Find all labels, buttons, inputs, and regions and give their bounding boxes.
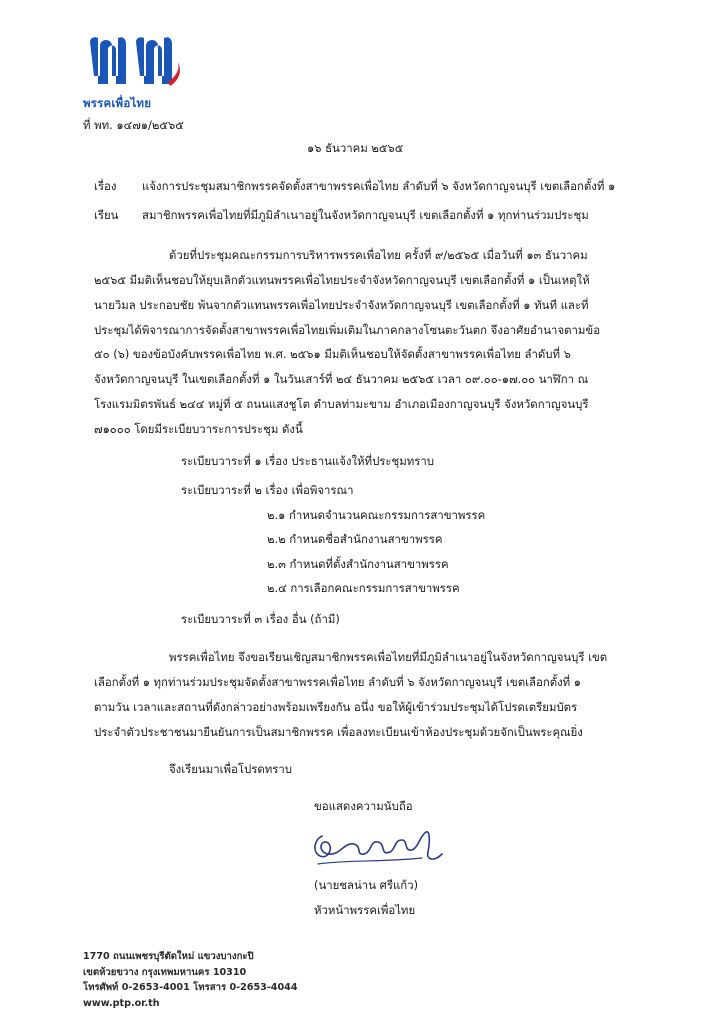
party-logo (86, 36, 182, 96)
agenda-subitem: ๒.๑ กำหนดจำนวนคณะกรรมการสาขาพรรค (267, 508, 486, 522)
agenda-item-2: ระเบียบวาระที่ ๒ เรื่อง เพื่อพิจารณา (181, 483, 354, 497)
paragraph-line: ประชุมได้พิจารณาการจัดตั้งสาขาพรรคเพื่อไทยเพิ่มเติมในภาคกลางโซนตะวันตก จึงอาศัยอำนาจตามข้อ (94, 323, 601, 337)
logo-caption: พรรคเพื่อไทย (83, 96, 152, 110)
footer-address-line: 1770 ถนนเพชรบุรีตัดใหม่ แขวงบางกะปิ (83, 951, 254, 962)
paragraph-line: โรงแรมมิตรพันธ์ ๒๔๔ หมู่ที่ ๕ ถนนแสงชูโต ตำบลท่ามะขาม อำเภอเมืองกาญจนบุรี จังหวัดกาญจนบุรี (94, 397, 589, 411)
paragraph-line: จังหวัดกาญจนบุรี ในเขตเลือกตั้งที่ ๑ ในวันเสาร์ที่ ๒๔ ธันวาคม ๒๕๖๕ เวลา ๐๙.๐๐-๑๗.๐๐ นาฬิกา ณ (94, 372, 589, 386)
document-date: ๑๖ ธันวาคม ๒๕๖๕ (307, 141, 404, 155)
paragraph-line: ด้วยที่ประชุมคณะกรรมการบริหารพรรคเพื่อไทย ครั้งที่ ๙/๒๕๖๕ เมื่อวันที่ ๑๓ ธันวาคม (169, 248, 588, 262)
subject-label: เรื่อง (94, 179, 117, 193)
agenda-item-1: ระเบียบวาระที่ ๑ เรื่อง ประธานแจ้งให้ที่ประชุมทราบ (181, 454, 435, 468)
footer-phone-line: โทรศัพท์ 0-2653-4001 โทรสาร 0-2653-4044 (83, 982, 298, 993)
paragraph-line: ๕๐ (๖) ของข้อบังคับพรรคเพื่อไทย พ.ศ. ๒๕๖๑ มีมติเห็นชอบให้จัดตั้งสาขาพรรคเพื่อไทย ลำดับที่ ๖ (94, 347, 571, 361)
paragraph-line: พรรคเพื่อไทย จึงขอเรียนเชิญสมาชิกพรรคเพื่อไทยที่มีภูมิลำเนาอยู่ในจังหวัดกาญจนบุรี เขต (169, 650, 608, 664)
subject-text: แจ้งการประชุมสมาชิกพรรคจัดตั้งสาขาพรรคเพื่อไทย ลำดับที่ ๖ จังหวัดกาญจนบุรี เขตเลือกตั้งที่ ๑ (142, 179, 616, 193)
footer-address (83, 949, 298, 1011)
addressee-label: เรียน (94, 208, 119, 222)
footer-website: www.ptp.or.th (83, 997, 160, 1009)
agenda-subitem: ๒.๔ การเลือกคณะกรรมการสาขาพรรค (267, 581, 460, 595)
signer-title: หัวหน้าพรรคเพื่อไทย (314, 903, 416, 917)
agenda-subitem: ๒.๒ กำหนดชื่อสำนักงานสาขาพรรค (267, 532, 443, 546)
paragraph-line: ๒๕๖๕ มีมติเห็นชอบให้ยุบเลิกตัวแทนพรรคเพื่อไทยประจำจังหวัดกาญจนบุรี เขตเลือกตั้งที่ ๑ เป็นเหตุให้ (94, 273, 590, 287)
agenda-subitem: ๒.๓ กำหนดที่ตั้งสำนักงานสาขาพรรค (267, 557, 449, 571)
handwritten-signature (304, 822, 454, 874)
addressee-text: สมาชิกพรรคเพื่อไทยที่มีภูมิลำเนาอยู่ในจังหวัดกาญจนบุรี เขตเลือกตั้งที่ ๑ ทุกท่านร่วมประชุม (142, 208, 589, 222)
signer-name: (นายชลน่าน ศรีแก้ว) (314, 878, 419, 892)
closing-line: จึงเรียนมาเพื่อโปรดทราบ (169, 762, 292, 776)
agenda-item-3: ระเบียบวาระที่ ๓ เรื่อง อื่น (ถ้ามี) (181, 612, 340, 626)
document-number: ที่ พท. ๑๔๗๑/๒๕๖๕ (83, 118, 184, 132)
paragraph-line: ประจำตัวประชาชนมายืนยันการเป็นสมาชิกพรรค เพื่อลงทะเบียนเข้าห้องประชุมด้วยจักเป็นพระคุณยิ่ง (94, 725, 583, 739)
regards-line: ขอแสดงความนับถือ (314, 799, 413, 813)
paragraph-line: ตามวัน เวลาและสถานที่ดังกล่าวอย่างพร้อมเพรียงกัน อนึ่ง ขอให้ผู้เข้าร่วมประชุมได้โปรดเตรียมบัตร (94, 700, 578, 714)
paragraph-line: เลือกตั้งที่ ๑ ทุกท่านร่วมประชุมจัดตั้งสาขาพรรคเพื่อไทย ลำดับที่ ๖ จังหวัดกาญจนบุรี เขตเลือกตั้งที่ ๑ (94, 675, 582, 689)
paragraph-line: ๗๑๐๐๐ โดยมีระเบียบวาระการประชุม ดังนี้ (94, 422, 303, 436)
paragraph-line: นายวิมล ประกอบชัย พ้นจากตัวแทนพรรคเพื่อไทยประจำจังหวัดกาญจนบุรี เขตเลือกตั้งที่ ๑ ทันที และที่ (94, 298, 589, 312)
footer-address-line: เขตห้วยขวาง กรุงเทพมหานคร 10310 (83, 966, 247, 978)
